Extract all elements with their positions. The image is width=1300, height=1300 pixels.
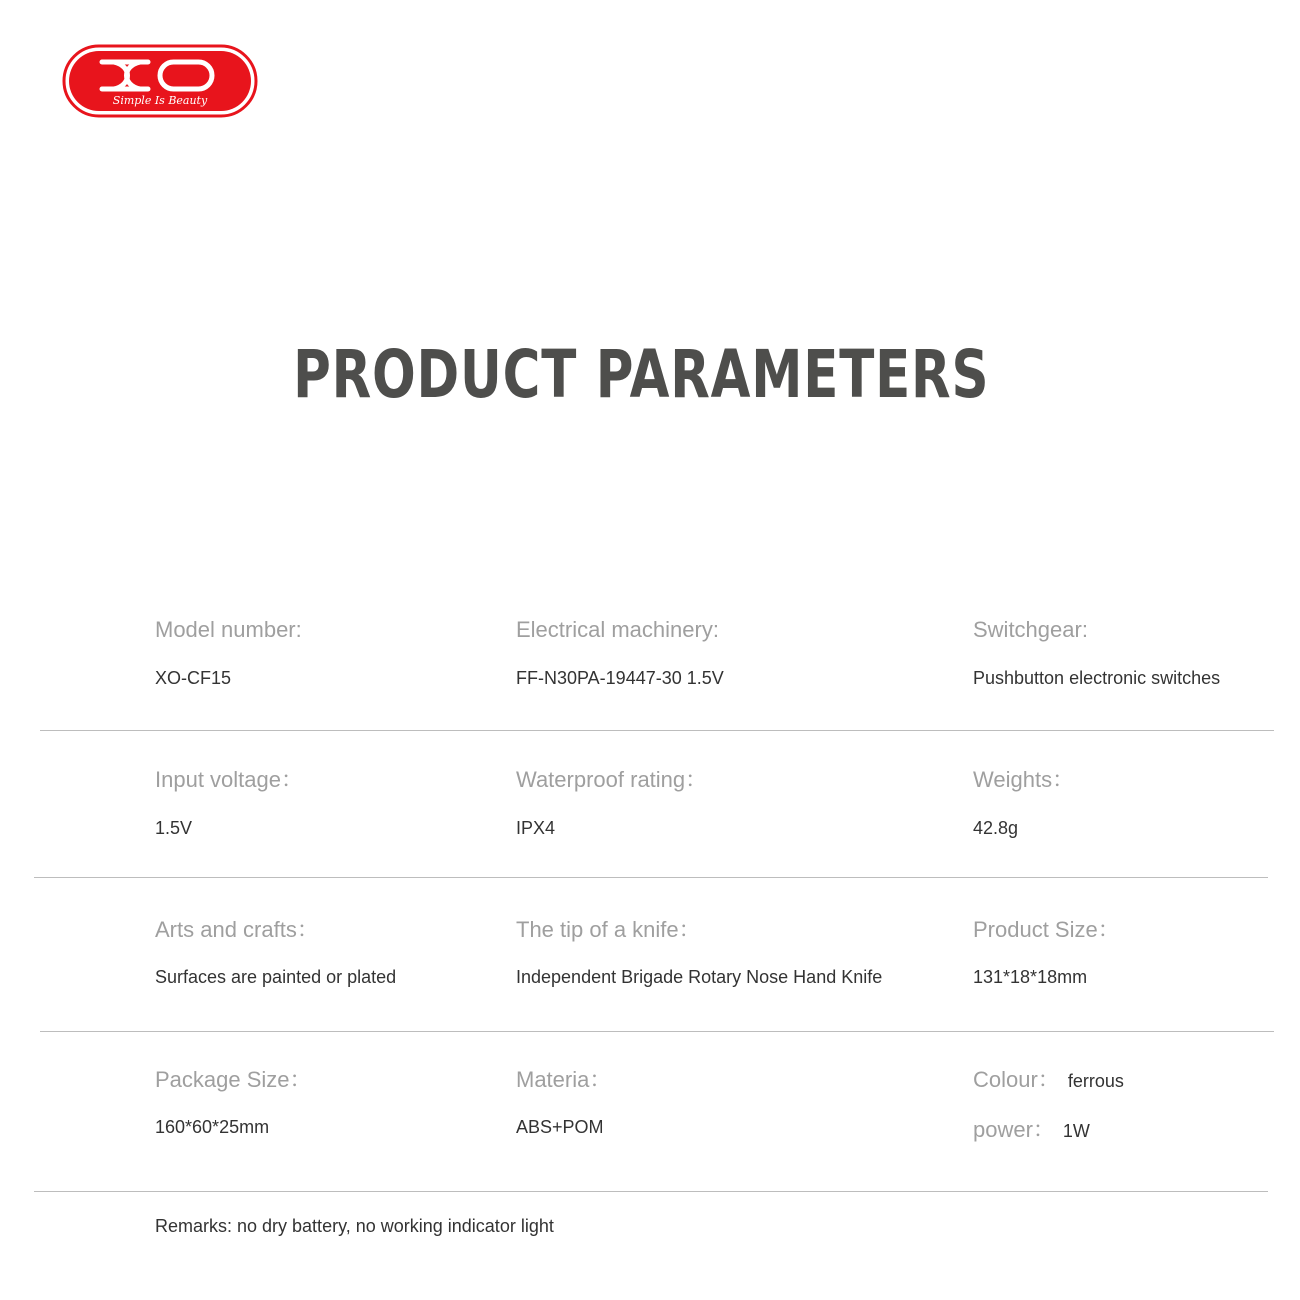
colour-value: ferrous (1067, 1071, 1124, 1091)
package-size-label: Package Size： (155, 1067, 312, 1092)
divider (34, 1191, 1268, 1192)
power-label: power： (973, 1117, 1055, 1142)
electrical-machinery-label: Electrical machinery: (516, 617, 719, 642)
switchgear-value: Pushbutton electronic switches (973, 668, 1221, 688)
knife-tip-value: Independent Brigade Rotary Nose Hand Knife (516, 967, 883, 987)
knife-tip-label: The tip of a knife： (516, 917, 701, 942)
arts-and-crafts-value: Surfaces are painted or plated (155, 967, 397, 987)
electrical-machinery-value: FF-N30PA-19447-30 1.5V (516, 668, 724, 688)
colour-row (973, 1067, 1124, 1094)
input-voltage-value: 1.5V (155, 818, 193, 838)
material-label: Materia： (516, 1067, 612, 1092)
model-number-label: Model number: (155, 617, 302, 642)
weights-label: Weights： (973, 767, 1075, 792)
material-value: ABS+POM (516, 1117, 604, 1137)
divider (40, 1031, 1274, 1032)
remarks: Remarks: no dry battery, no working indicator light (155, 1216, 554, 1236)
input-voltage-label: Input voltage： (155, 767, 303, 792)
power-row (973, 1117, 1090, 1144)
product-size-label: Product Size： (973, 917, 1120, 942)
package-size-value: 160*60*25mm (155, 1117, 270, 1137)
colour-label: Colour： (973, 1067, 1060, 1092)
divider (40, 730, 1274, 731)
waterproof-rating-value: IPX4 (516, 818, 556, 838)
model-number-value: XO-CF15 (155, 668, 232, 688)
page-title: PRODUCT PARAMETERS (293, 336, 990, 413)
waterproof-rating-label: Waterproof rating： (516, 767, 708, 792)
arts-and-crafts-label: Arts and crafts： (155, 917, 319, 942)
weights-value: 42.8g (973, 818, 1019, 838)
power-value: 1W (1062, 1121, 1090, 1141)
product-size-value: 131*18*18mm (973, 967, 1088, 987)
switchgear-label: Switchgear: (973, 617, 1088, 642)
logo-tagline: Simple Is Beauty (112, 94, 208, 107)
divider (34, 877, 1268, 878)
